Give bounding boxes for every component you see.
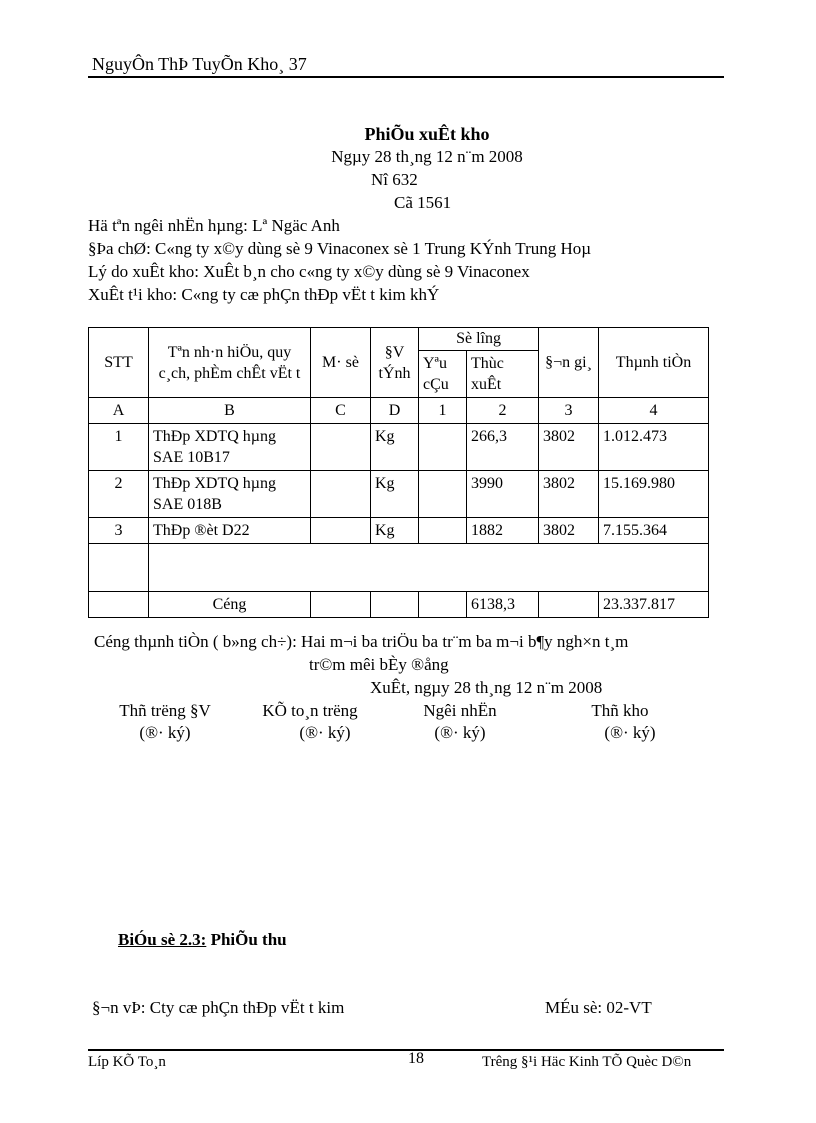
col-qty-actual: Thùc xuÊt: [467, 351, 539, 398]
total-blank: [371, 592, 419, 618]
signature-note: (®· ký): [604, 723, 656, 742]
total-blank: [311, 592, 371, 618]
col-stt: STT: [89, 328, 149, 398]
amount-in-words-line1: Céng thµnh tiÒn ( b»ng ch÷): Hai m¬i ba triÖu ba tr¨m ba m¬i b¶y ngh×n t¸m: [94, 632, 629, 651]
row-qty-actual: 266,3: [467, 424, 539, 471]
col-price: §¬n gi¸: [539, 328, 599, 398]
next-section-unit: §¬n vÞ: Cty cæ phÇn thÐp vËt t kim: [92, 998, 345, 1017]
row-amount: 1.012.473: [599, 424, 709, 471]
goods-table: [88, 327, 709, 618]
footer-rule: [88, 1049, 724, 1051]
row-amount: 15.169.980: [599, 471, 709, 518]
row-name: ThÐp ®èt D22: [149, 518, 311, 544]
next-section-form: MÉu sè: 02-VT: [545, 998, 652, 1017]
signature-role: KÕ to¸n trëng: [262, 701, 358, 720]
empty-cell: [89, 544, 149, 592]
signature-note: (®· ký): [434, 723, 486, 742]
signature-role: Thñ kho: [591, 701, 649, 720]
letter-cell: 3: [539, 398, 599, 424]
row-unit: Kg: [371, 471, 419, 518]
row-price: 3802: [539, 518, 599, 544]
total-label: Céng: [149, 592, 311, 618]
amount-in-words-line2: tr©m mêi bÈy ®ång: [309, 655, 449, 674]
signature-director: [100, 701, 230, 743]
debit-account: Nî 632: [371, 170, 418, 189]
signature-role: Ngêi nhËn: [423, 701, 497, 720]
letter-cell: A: [89, 398, 149, 424]
empty-merged-cell: [149, 544, 709, 592]
row-qty-actual: 1882: [467, 518, 539, 544]
row-code: [311, 424, 371, 471]
row-stt: 3: [89, 518, 149, 544]
footer-right: Trêng §¹i Häc Kinh TÕ Quèc D©n: [482, 1054, 692, 1070]
total-blank: [89, 592, 149, 618]
col-unit: §V tÝnh: [371, 328, 419, 398]
letter-cell: D: [371, 398, 419, 424]
address-line: §Þa chØ: C«ng ty x©y dùng sè 9 Vinaconex sè 1 Trung KÝnh Trung Hoµ: [88, 239, 592, 258]
row-qty-actual: 3990: [467, 471, 539, 518]
letter-cell: 4: [599, 398, 709, 424]
table-row: [89, 424, 709, 471]
letter-cell: 2: [467, 398, 539, 424]
next-section-title: [118, 930, 287, 950]
col-code: M· sè: [311, 328, 371, 398]
total-amount: 23.337.817: [599, 592, 709, 618]
col-amount: Thµnh tiÒn: [599, 328, 709, 398]
receiver-line: Hä tªn ngêi nhËn hµng: Lª Ngäc Anh: [88, 216, 340, 235]
row-unit: Kg: [371, 518, 419, 544]
letter-cell: C: [311, 398, 371, 424]
empty-row: [89, 544, 709, 592]
row-price: 3802: [539, 471, 599, 518]
table-row: [89, 518, 709, 544]
row-name: ThÐp XDTQ hµng SAE 10B17: [149, 424, 311, 471]
letter-cell: 1: [419, 398, 467, 424]
signature-note: (®· ký): [139, 723, 191, 742]
warehouse-line: XuÊt t¹i kho: C«ng ty cæ phÇn thÐp vËt t kim khÝ: [88, 285, 440, 304]
signature-storekeeper: [555, 701, 685, 743]
row-qty-required: [419, 424, 467, 471]
col-quantity: Sè lîng: [419, 328, 539, 351]
next-section-label: BiÓu sè 2.3:: [118, 930, 207, 949]
signature-note: (®· ký): [299, 723, 351, 742]
letter-cell: B: [149, 398, 311, 424]
row-name: ThÐp XDTQ hµng SAE 018B: [149, 471, 311, 518]
row-amount: 7.155.364: [599, 518, 709, 544]
slip-date: Ngµy 28 th¸ng 12 n¨m 2008: [331, 147, 523, 166]
credit-account: Cã 1561: [394, 193, 452, 212]
row-code: [311, 518, 371, 544]
signature-role: Thñ trëng §V: [119, 701, 211, 720]
table-row: [89, 471, 709, 518]
col-name: Tªn nh·n hiÖu, quy c¸ch, phÈm chÊt vËt t: [149, 328, 311, 398]
total-blank: [419, 592, 467, 618]
row-stt: 1: [89, 424, 149, 471]
row-qty-required: [419, 518, 467, 544]
page-header: NguyÔn ThÞ TuyÕn Kho¸ 37: [92, 54, 307, 74]
total-blank: [539, 592, 599, 618]
col-qty-required: Yªu cÇu: [419, 351, 467, 398]
total-row: [89, 592, 709, 618]
slip-title: PhiÕu xuÊt kho: [364, 124, 490, 144]
row-unit: Kg: [371, 424, 419, 471]
header-rule: [88, 76, 724, 78]
page-number: 18: [408, 1050, 424, 1067]
row-price: 3802: [539, 424, 599, 471]
total-qty-actual: 6138,3: [467, 592, 539, 618]
signature-chief-accountant: [245, 701, 375, 743]
row-stt: 2: [89, 471, 149, 518]
row-qty-required: [419, 471, 467, 518]
signature-receiver: [395, 701, 525, 743]
footer-left: Líp KÕ To¸n: [88, 1054, 166, 1070]
row-code: [311, 471, 371, 518]
issue-date: XuÊt, ngµy 28 th¸ng 12 n¨m 2008: [370, 678, 603, 697]
reason-line: Lý do xuÊt kho: XuÊt b¸n cho c«ng ty x©y dùng sè 9 Vinaconex: [88, 262, 530, 281]
next-section-name: PhiÕu thu: [206, 930, 287, 949]
